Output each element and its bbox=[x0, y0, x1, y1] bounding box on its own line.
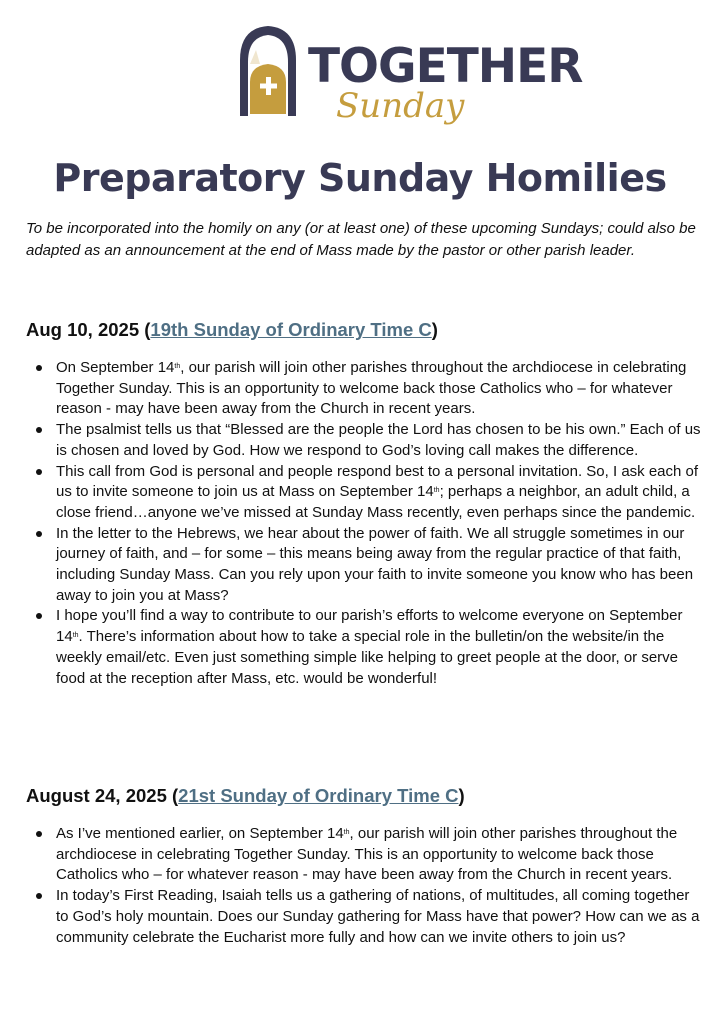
item-text: This call from God is personal and people respond best to a personal invitation. So, I ask each of us to invite someone to join us at Mass on September 14 bbox=[56, 462, 699, 501]
superscript: th bbox=[433, 487, 440, 495]
list-item bbox=[26, 462, 702, 524]
section-heading bbox=[26, 782, 702, 810]
logo-wordmark: TOGETHER bbox=[308, 39, 583, 94]
cross-arch-icon bbox=[236, 24, 300, 118]
list-item bbox=[26, 606, 702, 689]
list-item bbox=[26, 420, 702, 461]
item-text: As I’ve mentioned earlier, on September 14 bbox=[56, 825, 344, 842]
section-close-paren: ) bbox=[458, 785, 465, 806]
homily-section-aug-24 bbox=[26, 782, 702, 948]
superscript: th bbox=[343, 829, 350, 836]
bullet-list bbox=[26, 358, 702, 689]
list-item bbox=[26, 824, 702, 886]
list-item bbox=[26, 524, 702, 607]
section-date: Aug 10, 2025 ( bbox=[26, 319, 151, 340]
item-text: In the letter to the Hebrews, we hear about the power of faith. We all struggle sometimes in our journey of faith, and – for some – this means being away from the regular practice of that faith, including Sunday Mass. Can you rely upon your faith to invite someone you know who has been away to join you at Mass? bbox=[56, 524, 694, 604]
item-text: , our parish will join other parishes throughout the archdiocese in celebrating Together Sunday. This is an opportunity to welcome back those Catholics who – for whatever reason - may have been away from the Church in recent years. bbox=[56, 825, 678, 884]
liturgy-link[interactable]: 21st Sunday of Ordinary Time C bbox=[178, 785, 459, 806]
liturgy-link[interactable]: 19th Sunday of Ordinary Time C bbox=[150, 319, 432, 340]
section-date: August 24, 2025 ( bbox=[26, 785, 179, 806]
homily-section-aug-10 bbox=[26, 316, 702, 689]
section-close-paren: ) bbox=[431, 319, 438, 340]
list-item bbox=[26, 358, 702, 420]
intro-paragraph: To be incorporated into the homily on any (or at least one) of these upcoming Sundays; could also be adapted as an announcement at the end of Mass made by the pastor or other parish leader. bbox=[26, 220, 696, 259]
item-text: On September 14 bbox=[56, 359, 175, 376]
item-text: I hope you’ll find a way to contribute to our parish’s efforts to welcome everyone on September 14 bbox=[56, 607, 683, 646]
item-text: , our parish will join other parishes throughout the archdiocese in celebrating Together Sunday. This is an opportunity to welcome back those Catholics who – for whatever reason - may have been away from the Church in recent years. bbox=[56, 359, 687, 418]
item-text: In today’s First Reading, Isaiah tells us a gathering of nations, of multitudes, all coming together to God’s holy mountain. Does our Sunday gathering for Mass have that power? How can we as a community celebrate the Eucharist more fully and how can we invite others to join us? bbox=[56, 887, 700, 946]
list-item bbox=[26, 886, 702, 948]
superscript: th bbox=[174, 363, 181, 370]
bullet-list bbox=[26, 824, 702, 948]
together-sunday-logo bbox=[236, 24, 583, 136]
item-text: The psalmist tells us that “Blessed are the people the Lord has chosen to be his own.” Each of us is chosen and loved by God. How we respond to God’s loving call makes the difference. bbox=[56, 421, 701, 459]
item-text: ; perhaps a neighbor, an adult child, a close friend…anyone we’ve missed at Sunday Mass recently, even perhaps since the pandemic. bbox=[56, 483, 696, 521]
item-text: . There’s information about how to take a special role in the bulletin/on the website/in the weekly email/etc. Even just something simple like helping to greet people at the door, or serve food at the reception after Mass, etc. would be wonderful! bbox=[56, 628, 679, 687]
logo-script-text: Sunday bbox=[336, 86, 465, 126]
superscript: th bbox=[72, 632, 79, 640]
section-heading bbox=[26, 316, 702, 344]
page-title: Preparatory Sunday Homilies bbox=[53, 156, 667, 200]
